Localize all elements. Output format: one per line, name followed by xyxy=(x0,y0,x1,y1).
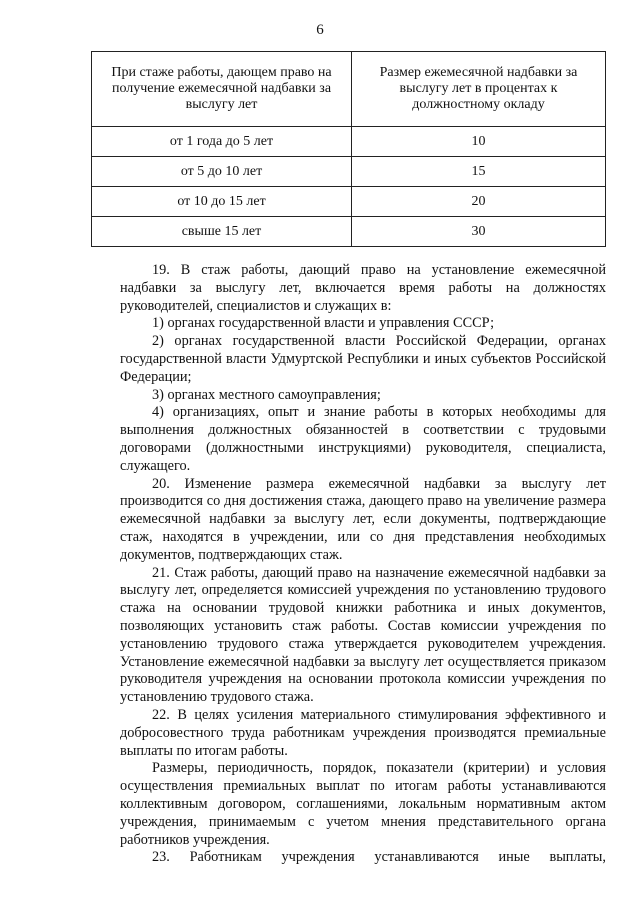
table-header-row xyxy=(92,52,606,127)
header-seniority: При стаже работы, дающем право на получение ежемесячной надбавки за выслугу лет xyxy=(92,52,352,127)
seniority-bonus-table xyxy=(91,51,606,247)
table-row xyxy=(92,127,606,157)
cell-percent: 20 xyxy=(352,187,606,217)
list-item-2: 2) органах государственной власти Российской Федерации, органах государственной власти Удмуртской Республики и иных субъектов Российской Федерации; xyxy=(120,333,606,385)
cell-period: от 5 до 10 лет xyxy=(92,157,352,187)
cell-percent: 30 xyxy=(352,217,606,247)
document-body xyxy=(120,262,606,867)
header-bonus-percent: Размер ежемесячной надбавки за выслугу лет в процентах к должностному окладу xyxy=(352,52,606,127)
paragraph-20: 20. Изменение размера ежемесячной надбавки за выслугу лет производится со дня достижения стажа, дающего право на увеличение размера ежемесячной надбавки за выслугу лет, если документы, подтверждающие стаж, находятся в учреждении, или со дня представления необходимых документов, подтверждающих стаж. xyxy=(120,475,606,563)
paragraph-22-details: Размеры, периодичность, порядок, показатели (критерии) и условия осуществления премиальных выплат по итогам работы устанавливаются коллективным договором, соглашениями, локальным нормативным актом учреждения, принимаемым с учетом мнения представительного органа работников учреждения. xyxy=(120,760,606,848)
list-item-4: 4) организациях, опыт и знание работы в которых необходимы для выполнения должностных обязанностей в соответствии с трудовыми договорами (должностными инструкциями) руководителя, специалиста, служащего. xyxy=(120,404,606,474)
paragraph-22: 22. В целях усиления материального стимулирования эффективного и добросовестного труда работникам учреждения производятся премиальные выплаты по итогам работы. xyxy=(120,706,606,759)
paragraph-19: 19. В стаж работы, дающий право на установление ежемесячной надбавки за выслугу лет, включается время работы на должностях руководителей, специалистов и служащих в: xyxy=(120,262,606,314)
cell-percent: 10 xyxy=(352,127,606,157)
paragraph-21: 21. Стаж работы, дающий право на назначение ежемесячной надбавки за выслугу лет, определяется комиссией учреждения по установлению трудового стажа на основании трудовой книжки работника и иных документов, позволяющих установить стаж работы. Состав комиссии учреждения по установлению трудового стажа утверждается руководителем учреждения. Установление ежемесячной надбавки за выслугу лет осуществляется приказом руководителя учреждения на основании протокола комиссии учреждения по установлению трудового стажа. xyxy=(120,564,606,706)
page-number: 6 xyxy=(316,22,324,38)
list-item-3: 3) органах местного самоуправления; xyxy=(152,386,381,403)
table-row xyxy=(92,187,606,217)
cell-period: свыше 15 лет xyxy=(92,217,352,247)
table-row xyxy=(92,217,606,247)
table-row xyxy=(92,157,606,187)
paragraph-23: 23. Работникам учреждения устанавливаются иные выплаты, xyxy=(152,849,606,866)
cell-period: от 1 года до 5 лет xyxy=(92,127,352,157)
list-item-1: 1) органах государственной власти и управления СССР; xyxy=(152,315,495,332)
cell-period: от 10 до 15 лет xyxy=(92,187,352,217)
cell-percent: 15 xyxy=(352,157,606,187)
